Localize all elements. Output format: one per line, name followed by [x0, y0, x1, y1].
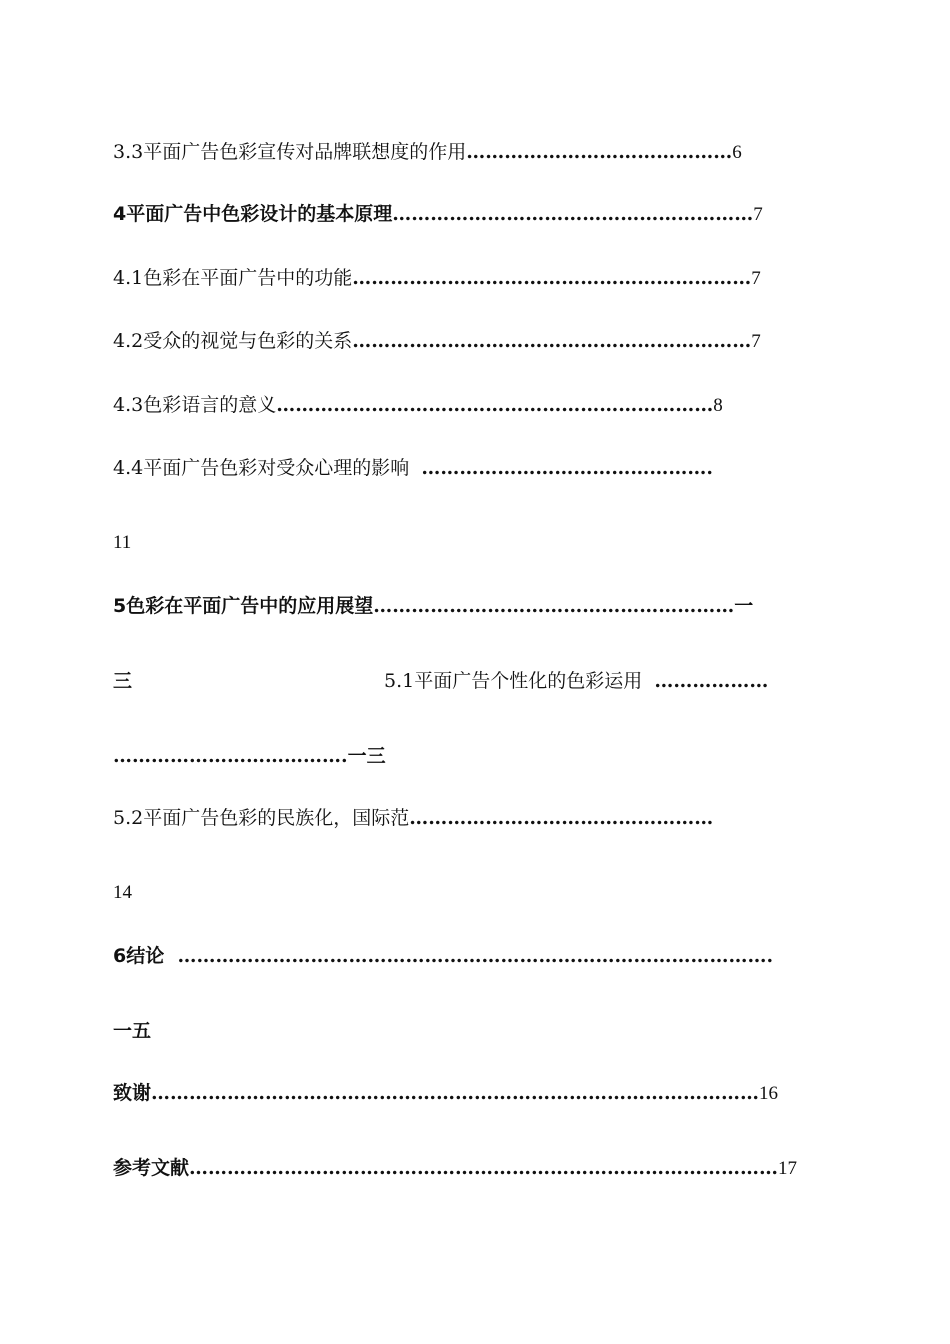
- toc-leader: …………………………………………………………………………………: [189, 1157, 779, 1179]
- toc-page-number: 7: [751, 331, 761, 352]
- toc-page-number: 8: [713, 395, 723, 416]
- toc-entry-references: [113, 1154, 797, 1182]
- toc-entry-4-3: [113, 391, 723, 419]
- toc-page-number: 6: [732, 142, 742, 163]
- toc-entry-label: 6结论: [113, 945, 165, 967]
- toc-leader: ……………………………………: [466, 141, 733, 163]
- toc-entry-4-4: [113, 454, 713, 482]
- toc-leader: ………………………………………………………: [352, 330, 752, 352]
- toc-entry-label: 3.3平面广告色彩宣传对品牌联想度的作用: [113, 141, 467, 163]
- toc-leader: ………………………………………………………: [352, 267, 752, 289]
- toc-entry-3-3: [113, 138, 742, 166]
- toc-leader: ……………………………….: [113, 745, 348, 767]
- toc-page-number: 17: [778, 1158, 798, 1179]
- toc-entry-5-1: [384, 667, 768, 695]
- toc-entry-4: [113, 200, 763, 228]
- toc-entry-label: 4.1色彩在平面广告中的功能: [113, 267, 353, 289]
- toc-entry-5-1-continued: [113, 742, 386, 770]
- toc-page-number-wrapped: 11: [113, 532, 132, 553]
- toc-entry-label: 4平面广告中色彩设计的基本原理: [113, 203, 393, 225]
- toc-leader: ………………: [654, 670, 769, 692]
- toc-leader: ……………………………………………………………………………………: [151, 1082, 760, 1104]
- toc-page-number: 7: [753, 204, 763, 225]
- toc-entry-5: [113, 592, 753, 620]
- toc-leader: ……………………………………………………………: [276, 394, 714, 416]
- toc-page-number: 一: [734, 595, 754, 617]
- toc-page-number-wrapped: 三: [113, 670, 133, 692]
- toc-entry-4-1: [113, 264, 761, 292]
- toc-entry-label: 4.3色彩语言的意义: [113, 394, 277, 416]
- toc-leader: …………………………………………………: [373, 595, 735, 617]
- toc-page-number-wrapped: 14: [113, 882, 132, 903]
- toc-entry-label: 5色彩在平面广告中的应用展望: [113, 595, 374, 617]
- toc-entry-acknowledgements: [113, 1079, 778, 1107]
- toc-entry-label: 5.1平面广告个性化的色彩运用: [384, 670, 643, 692]
- toc-entry-label: 4.4平面广告色彩对受众心理的影响: [113, 457, 410, 479]
- toc-page-number: 16: [759, 1083, 779, 1104]
- toc-page-number-wrapped: 一五: [113, 1020, 152, 1042]
- toc-entry-5-2: [113, 804, 713, 832]
- toc-page-number: 7: [751, 268, 761, 289]
- toc-entry-label: 4.2受众的视觉与色彩的关系: [113, 330, 353, 352]
- toc-entry-label: 致谢: [113, 1082, 152, 1104]
- toc-leader: ……………………………………….: [421, 457, 713, 479]
- toc-leader: …………………………………………: [409, 807, 714, 829]
- toc-entry-4-2: [113, 327, 761, 355]
- toc-leader: …………………………………………………: [392, 203, 754, 225]
- toc-entry-label: 参考文献: [113, 1157, 190, 1179]
- toc-entry-6: [113, 942, 773, 970]
- toc-leader: ………………………………………………………………………………….: [177, 945, 774, 967]
- toc-entry-label: 5.2平面广告色彩的民族化，国际范: [113, 807, 410, 829]
- toc-page-number-wrapped: 一三: [347, 745, 386, 767]
